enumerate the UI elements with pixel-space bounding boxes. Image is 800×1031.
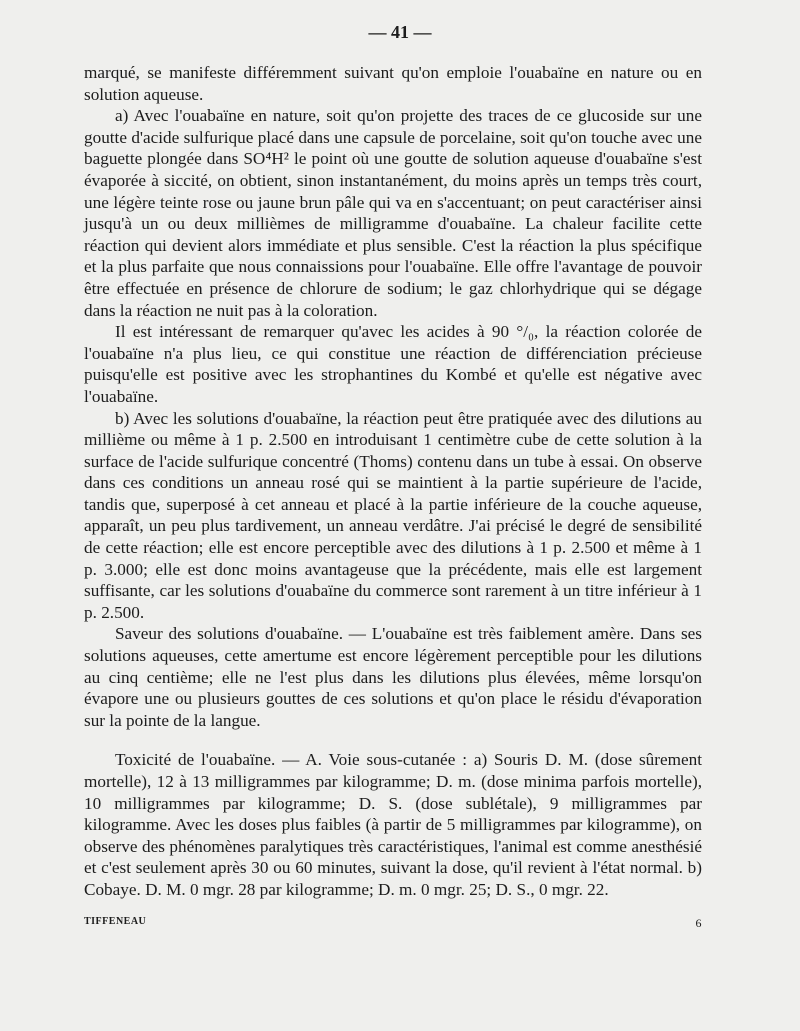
paragraph-solutions: b) Avec les solutions d'ouabaïne, la réaction peut être pratiquée avec des dilutions au millième ou même à 1 p. 2.500 en introduisant 1 centimètre cube de cette solution à la surface de l'acide sulfurique concentré (Thoms) contenu dans un tube à essai. On observe dans ces conditions un anneau rosé qui se maintient à la partie supérieure de l'acide, tandis que, superposé à cet anneau et placé à la partie inférieure de la couche aqueuse, apparaît, un peu plus tardivement, un anneau verdâtre. J'ai précisé le degré de sensibilité de cette réaction; elle est encore perceptible avec des dilutions à 1 p. 2.500 et même à 1 p. 3.000; elle est donc moins avantageuse que la précédente, mais elle est largement suffisante, car les solutions d'ouabaïne du commerce sont rarement à un titre inférieur à 1 p. 2.500. bbox=[84, 408, 702, 622]
footer-author: TIFFENEAU bbox=[84, 916, 147, 927]
paragraph-saveur: Saveur des solutions d'ouabaïne. — L'ouabaïne est très faiblement amère. Dans ses solutions aqueuses, cette amertume est encore légèrement perceptible pour les dilutions au cinq centième; elle ne l'est plus dans les dilutions plus élevées, même lorsqu'on évapore une ou plusieurs gouttes de ces solutions et qu'on place le résidu d'évaporation sur la pointe de la langue. bbox=[84, 624, 702, 730]
page-footer bbox=[84, 916, 702, 931]
page-body bbox=[84, 62, 702, 901]
paragraph-continuation: marqué, se manifeste différemment suivant qu'on emploie l'ouabaïne en nature ou en solution aqueuse. bbox=[84, 63, 702, 104]
paragraph-ouabaine-en-nature: a) Avec l'ouabaïne en nature, soit qu'on projette des traces de ce glucoside sur une goutte d'acide sulfurique placé dans une capsule de porcelaine, soit qu'on touche avec une baguette plongée dans SO⁴H² le point où une goutte de solution aqueuse d'ouabaïne s'est évaporée à siccité, on obtient, sinon instantanément, du moins après un temps très court, une légère teinte rose ou jaune brun pâle qui va en s'accentuant; on peut caractériser ainsi jusqu'à un ou deux millièmes de milligramme d'ouabaïne. La chaleur facilite cette réaction qui devient alors immédiate et plus sensible. C'est la réaction la plus spécifique et la plus parfaite que nous connaissions pour l'ouabaïne. Elle offre l'avantage de pouvoir être effectuée en présence de chlorure de sodium; le gaz chlorhydrique qui se dégage dans la réaction ne nuit pas à la coloration. bbox=[84, 106, 702, 320]
footer-signature-mark: 6 bbox=[695, 916, 702, 930]
page-number: — 41 — bbox=[368, 22, 432, 42]
paragraph-toxicite: Toxicité de l'ouabaïne. — A. Voie sous-cutanée : a) Souris D. M. (dose sûrement mortelle), 12 à 13 milligrammes par kilogramme; D. m. (dose minima parfois mortelle), 10 milligrammes par kilogramme; D. S. (dose sublétale), 9 milligrammes par kilogramme. Avec les doses plus faibles (à partir de 5 milligrammes par kilogramme), on observe des phénomènes paralytiques très caractéristiques, l'animal est comme anesthésié et c'est seulement après 30 ou 60 minutes, suivant la dose, qu'il revient à l'état normal. b) Cobaye. D. M. 0 mgr. 28 par kilogramme; D. m. 0 mgr. 25; D. S., 0 mgr. 22. bbox=[84, 750, 702, 899]
paragraph-acides-90: Il est intéressant de remarquer qu'avec les acides à 90 °/₀, la réaction colorée de l'ouabaïne n'a plus lieu, ce qui constitue une réaction de différenciation précieuse puisqu'elle est positive avec les strophantines du Kombé et qu'elle est négative avec l'ouabaïne. bbox=[84, 322, 702, 406]
